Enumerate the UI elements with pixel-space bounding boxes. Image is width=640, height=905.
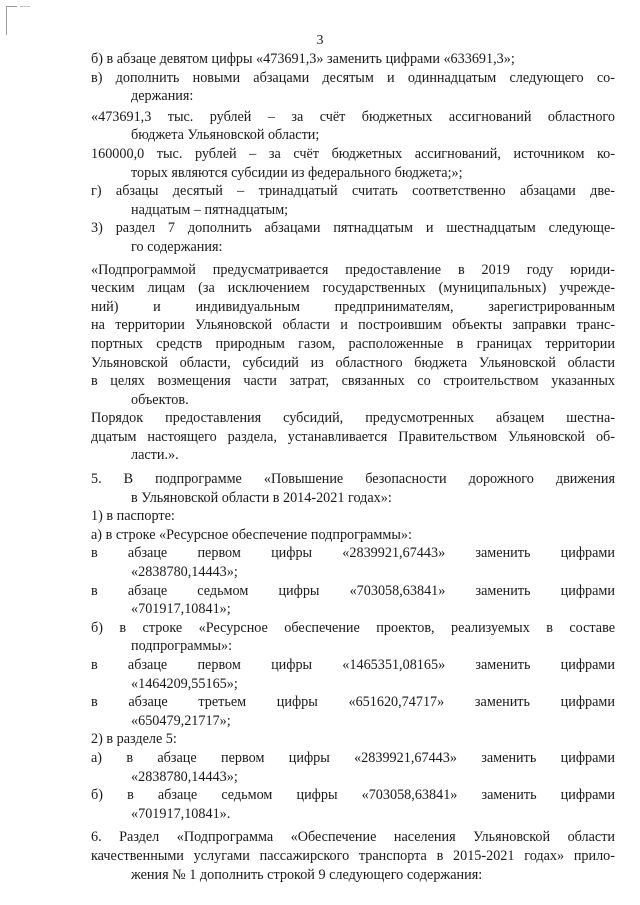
text-line: «650479,21717»; (131, 712, 231, 729)
text-line: 160000,0 тыс. рублей – за счёт бюджетных ассигнований, источником ко- (91, 145, 615, 162)
scan-corner-tick (20, 6, 30, 7)
text-line: бюджета Ульяновской области; (131, 127, 320, 144)
text-line: б) в абзаце девятом цифры «473691,3» заменить цифрами «633691,3»; (91, 51, 515, 67)
text-line: 2) в разделе 5: (91, 731, 177, 748)
text-line: объектов. (131, 391, 189, 408)
text-line: б) в абзаце седьмом цифры «703058,63841» заменить цифрами (91, 787, 615, 804)
text-line: жения № 1 дополнить строкой 9 следующего содержания: (131, 866, 483, 883)
text-line: держания: (131, 88, 194, 105)
text-line: подпрограммы»: (131, 638, 233, 655)
text-line: в Ульяновской области в 2014-2021 годах»: (131, 489, 392, 506)
text-line: качественными услугами пассажирского транспорта в 2015-2021 годах» прило- (91, 847, 615, 864)
text-line: Ульяновской области, субсидий из областного бюджета Ульяновской области (91, 354, 615, 371)
text-line: Порядок предоставления субсидий, предусмотренных абзацем шестна- (91, 410, 615, 427)
text-line: в абзаце первом цифры «2839921,67443» заменить цифрами (91, 545, 615, 562)
text-line: «2838780,14443»; (131, 768, 238, 785)
text-line: «701917,10841»; (131, 601, 231, 618)
text-line: в) дополнить новыми абзацами десятым и одиннадцатым следующего со- (91, 69, 615, 86)
scan-corner-mark (6, 6, 17, 35)
text-line: в целях возмещения части затрат, связанных со строительством указанных (91, 373, 615, 390)
page-number: 3 (316, 33, 324, 48)
text-line: б) в строке «Ресурсное обеспечение проектов, реализуемых в составе (91, 619, 615, 636)
text-line: ний) и индивидуальным предпринимателям, зарегистрированным (91, 298, 615, 315)
text-line: 5. В подпрограмме «Повышение безопасности дорожного движения (91, 471, 615, 488)
text-line: портных средств природным газом, расположенные в границах территории (91, 335, 615, 352)
text-line: в абзаце третьем цифры «651620,74717» заменить цифрами (91, 694, 615, 711)
text-line: «1464209,55165»; (131, 675, 238, 692)
text-line: дцатым настоящего раздела, устанавливается Правительством Ульяновской об- (91, 428, 615, 445)
text-line: а) в строке «Ресурсное обеспечение подпрограммы»: (91, 526, 412, 543)
text-line: «701917,10841». (131, 805, 231, 822)
text-line: 6. Раздел «Подпрограмма «Обеспечение населения Ульяновской области (91, 829, 615, 846)
text-line: ласти.». (131, 447, 179, 464)
document-body (91, 50, 615, 884)
text-line: 3) раздел 7 дополнить абзацами пятнадцатым и шестнадцатым следующе- (91, 220, 615, 237)
text-line: г) абзацы десятый – тринадцатый считать соответственно абзацами две- (91, 183, 615, 200)
text-line: надцатым – пятнадцатым; (131, 201, 289, 218)
text-line: 1) в паспорте: (91, 508, 175, 525)
text-line: на территории Ульяновской области и построившим объекты заправки транс- (91, 317, 615, 334)
text-line: го содержания: (131, 238, 223, 255)
text-line: в абзаце седьмом цифры «703058,63841» заменить цифрами (91, 582, 615, 599)
text-line: «Подпрограммой предусматривается предоставление в 2019 году юриди- (91, 261, 615, 278)
text-line: в абзаце первом цифры «1465351,08165» заменить цифрами (91, 657, 615, 673)
text-line: а) в абзаце первом цифры «2839921,67443» заменить цифрами (91, 749, 615, 766)
text-line: торых являются субсидии из федерального бюджета;»; (131, 164, 463, 181)
text-line: «2838780,14443»; (131, 564, 238, 581)
text-line: «473691,3 тыс. рублей – за счёт бюджетных ассигнований областного (91, 108, 615, 125)
text-line: ческим лицам (за исключением государственных (муниципальных) учрежде- (91, 280, 615, 297)
